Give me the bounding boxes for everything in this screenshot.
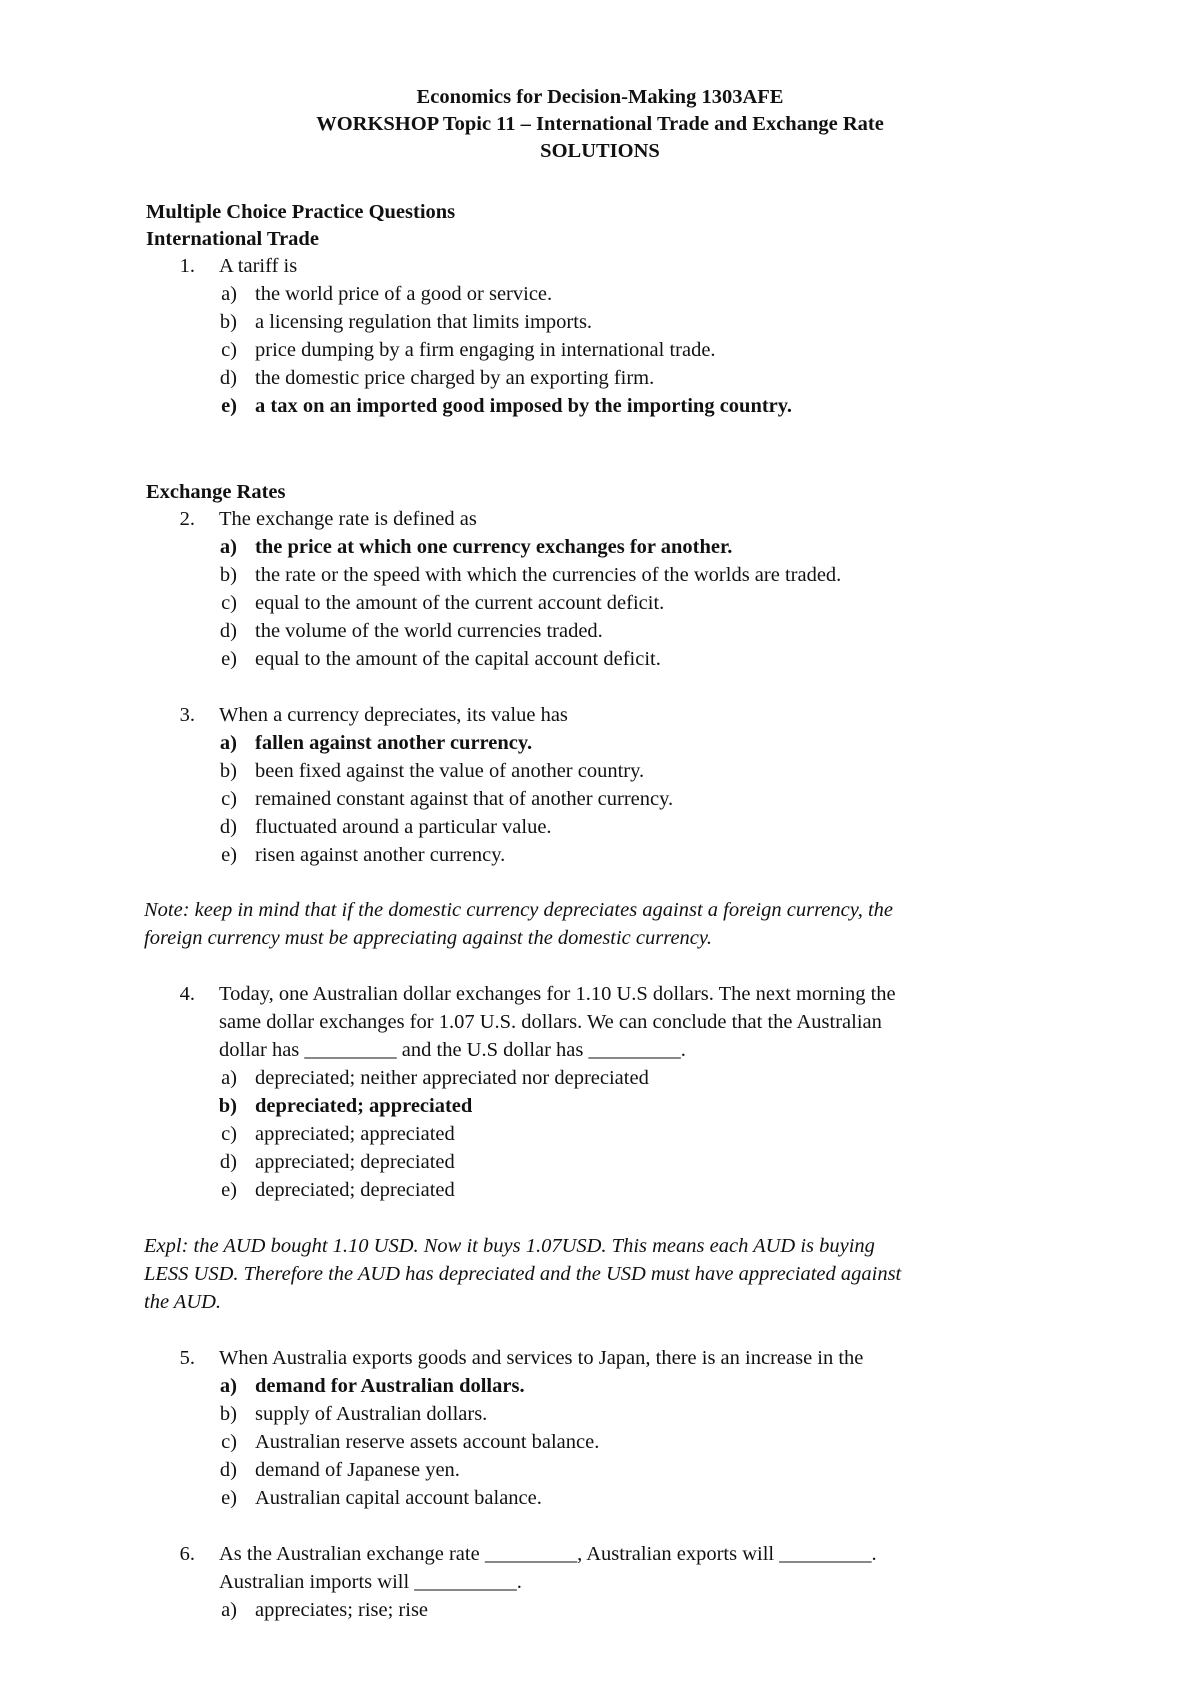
question-text: When Australia exports goods and services to Japan, there is an increase in the — [219, 1347, 864, 1369]
option-letter: c) — [221, 788, 237, 810]
option-text: fluctuated around a particular value. — [255, 816, 552, 838]
option-text: Australian reserve assets account balance. — [255, 1431, 600, 1453]
option-letter: b) — [219, 1403, 237, 1425]
option-text: the volume of the world currencies traded. — [255, 620, 603, 642]
option-text: a tax on an imported good imposed by the importing country. — [255, 395, 793, 417]
option-text: demand of Japanese yen. — [255, 1459, 460, 1481]
option-text: appreciated; depreciated — [255, 1151, 455, 1173]
option-text: fallen against another currency. — [255, 732, 533, 754]
option-letter: a) — [219, 732, 237, 754]
option-text: the world price of a good or service. — [255, 283, 553, 305]
option-text: been fixed against the value of another country. — [255, 760, 645, 782]
option-letter: c) — [221, 592, 237, 614]
note-line-2: foreign currency must be appreciating against the domestic currency. — [144, 927, 712, 949]
question-4-text-line-3: dollar has _________ and the U.S dollar has _________. — [219, 1039, 686, 1061]
option-text: supply of Australian dollars. — [255, 1403, 488, 1425]
header-solutions-label: SOLUTIONS — [540, 140, 660, 162]
option-letter: b) — [219, 564, 237, 586]
option-letter: c) — [221, 339, 237, 361]
option-text: equal to the amount of the capital account deficit. — [255, 648, 661, 670]
question-number: 6. — [179, 1543, 195, 1565]
option-letter: c) — [221, 1123, 237, 1145]
question-number: 1. — [179, 255, 195, 277]
header-workshop-title: WORKSHOP Topic 11 – International Trade and Exchange Rate — [316, 113, 884, 135]
option-letter: a) — [221, 1599, 237, 1621]
question-text: The exchange rate is defined as — [219, 508, 477, 530]
question-number: 3. — [179, 704, 195, 726]
option-letter: a) — [219, 1375, 237, 1397]
question-number: 5. — [179, 1347, 195, 1369]
option-letter: e) — [221, 648, 237, 670]
option-text: the domestic price charged by an exporting firm. — [255, 367, 655, 389]
explanation-line-2: LESS USD. Therefore the AUD has depreciated and the USD must have appreciated against — [144, 1263, 902, 1285]
option-text: depreciated; neither appreciated nor depreciated — [255, 1067, 649, 1089]
question-text: When a currency depreciates, its value has — [219, 704, 568, 726]
question-text-line-1: Today, one Australian dollar exchanges for 1.10 U.S dollars. The next morning the — [219, 983, 896, 1005]
option-text: equal to the amount of the current account deficit. — [255, 592, 665, 614]
question-text: A tariff is — [219, 255, 298, 277]
option-letter: c) — [221, 1431, 237, 1453]
option-letter: e) — [221, 395, 237, 417]
option-text: the rate or the speed with which the currencies of the worlds are traded. — [255, 564, 842, 586]
explanation-line-1: Expl: the AUD bought 1.10 USD. Now it buys 1.07USD. This means each AUD is buying — [144, 1235, 875, 1257]
option-letter: b) — [218, 1095, 237, 1117]
question-4-text-line-2: same dollar exchanges for 1.07 U.S. dollars. We can conclude that the Australian — [219, 1011, 882, 1033]
option-text: a licensing regulation that limits imports. — [255, 311, 593, 333]
section-heading-mc: Multiple Choice Practice Questions — [146, 201, 456, 223]
option-letter: d) — [219, 620, 237, 642]
question-text-line-1: As the Australian exchange rate _________, Australian exports will _________. — [219, 1543, 877, 1565]
option-text: depreciated; appreciated — [255, 1095, 473, 1117]
option-letter: e) — [221, 1487, 237, 1509]
option-letter: d) — [219, 816, 237, 838]
option-text: appreciated; appreciated — [255, 1123, 455, 1145]
explanation-line-3: the AUD. — [144, 1291, 222, 1313]
option-letter: b) — [219, 311, 237, 333]
section-heading-exchange: Exchange Rates — [146, 481, 286, 503]
option-text: demand for Australian dollars. — [255, 1375, 525, 1397]
option-text: the price at which one currency exchanges for another. — [255, 536, 733, 558]
option-letter: a) — [221, 1067, 237, 1089]
option-letter: b) — [219, 760, 237, 782]
option-letter: a) — [219, 536, 237, 558]
section-heading-trade: International Trade — [146, 228, 319, 250]
option-letter: a) — [221, 283, 237, 305]
option-text: depreciated; depreciated — [255, 1179, 455, 1201]
option-text: Australian capital account balance. — [255, 1487, 542, 1509]
question-number: 4. — [179, 983, 195, 1005]
option-letter: d) — [219, 1151, 237, 1173]
option-letter: d) — [219, 1459, 237, 1481]
question-number: 2. — [179, 508, 195, 530]
note-line-1: Note: keep in mind that if the domestic currency depreciates against a foreign currency, the — [144, 899, 894, 921]
option-text: appreciates; rise; rise — [255, 1599, 429, 1621]
option-text: risen against another currency. — [255, 844, 506, 866]
header-course-title: Economics for Decision-Making 1303AFE — [416, 86, 784, 108]
option-letter: e) — [221, 1179, 237, 1201]
option-letter: d) — [219, 367, 237, 389]
option-letter: e) — [221, 844, 237, 866]
option-text: remained constant against that of another currency. — [255, 788, 674, 810]
option-text: price dumping by a firm engaging in international trade. — [255, 339, 716, 361]
question-6-text-line-2: Australian imports will __________. — [219, 1571, 522, 1593]
document-header — [0, 84, 1200, 165]
